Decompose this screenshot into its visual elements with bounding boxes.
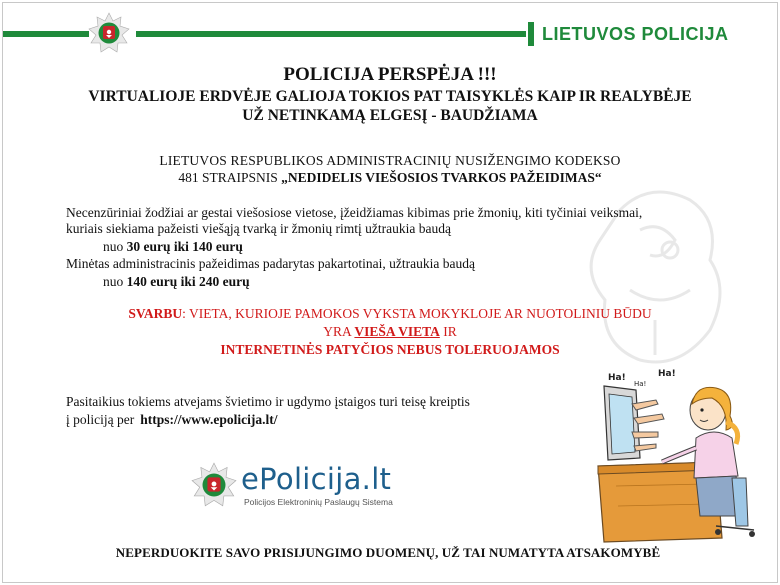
fine-2-prefix: nuo	[103, 274, 127, 289]
fine-range-1	[103, 239, 243, 255]
fine-2-amount: 140 eurų iki 240 eurų	[126, 274, 250, 289]
warning-line-1	[0, 306, 780, 322]
epolicija-logo-text: ePolicija.lt	[241, 462, 392, 496]
header-stripe-left	[3, 31, 89, 37]
footer-warning: NEPERDUOKITE SAVO PRISIJUNGIMO DUOMENŲ, UŽ TAI NUMATYTA ATSAKOMYBĖ	[115, 545, 661, 560]
subheadline-1: VIRTUALIOJE ERDVĖJE GALIOJA TOKIOS PAT TAISYKLĖS KAIP IR REALYBĖJE	[88, 88, 692, 105]
warning-text-2a: YRA	[323, 324, 355, 339]
warning-line-3: INTERNETINĖS PATYČIOS NEBUS TOLERUOJAMOS	[220, 342, 560, 357]
contact-line-2	[66, 412, 277, 428]
header-stripe-right	[136, 31, 526, 37]
fine-1-amount: 30 eurų iki 140 eurų	[126, 239, 243, 254]
article-number: 481 STRAIPSNIS	[178, 170, 282, 185]
body-line-1: Necenzūriniai žodžiai ar gestai viešosiose vietose, įžeidžiamas kibimas prie žmonių, kiti tyčiniai veiksmai,	[66, 205, 643, 220]
warning-line-2	[0, 324, 780, 340]
subheadline-2: UŽ NETINKAMĄ ELGESĮ - BAUDŽIAMA	[242, 107, 538, 124]
brand-header	[528, 22, 776, 46]
law-code: LIETUVOS RESPUBLIKOS ADMINISTRACINIŲ NUSIŽENGIMO KODEKSO	[159, 153, 621, 168]
epolicija-emblem-icon	[191, 462, 237, 508]
warning-label: SVARBU	[128, 306, 183, 321]
fine-range-2	[103, 274, 250, 290]
contact-line-1: Pasitaikius tokiems atvejams švietimo ir ugdymo įstaigos turi teisę kreiptis	[66, 394, 470, 409]
brand-title: LIETUVOS POLICIJA	[542, 23, 729, 44]
laugh-bubble-1: Ha!	[608, 373, 626, 383]
cyberbullying-cartoon	[596, 366, 772, 546]
article-name: „NEDIDELIS VIEŠOSIOS TVARKOS PAŽEIDIMAS“	[281, 170, 602, 185]
police-star-emblem-icon	[88, 12, 130, 54]
laugh-bubble-3: Ha!	[658, 369, 676, 379]
epolicija-link[interactable]: https://www.epolicija.lt/	[140, 412, 278, 427]
warning-text-1: : VIETA, KURIOJE PAMOKOS VYKSTA MOKYKLOJE AR NUOTOLINIU BŪDU	[182, 306, 652, 321]
body-line-3: Minėtas administracinis pažeidimas padarytas pakartotinai, užtraukia baudą	[66, 256, 475, 271]
fine-1-prefix: nuo	[103, 239, 127, 254]
public-place-emphasis: VIEŠA VIETA	[354, 324, 440, 339]
headline: POLICIJA PERSPĖJA !!!	[283, 64, 497, 85]
contact-text: į policiją per	[66, 412, 135, 427]
law-article	[0, 170, 780, 186]
laugh-bubble-2: Ha!	[634, 380, 647, 388]
body-line-2: kuriais siekiama pažeisti viešąją tvarką ir žmonių rimtį užtraukia baudą	[66, 221, 451, 236]
warning-text-2b: IR	[439, 324, 457, 339]
epolicija-subtitle: Policijos Elektroninių Paslaugų Sistema	[244, 497, 393, 507]
